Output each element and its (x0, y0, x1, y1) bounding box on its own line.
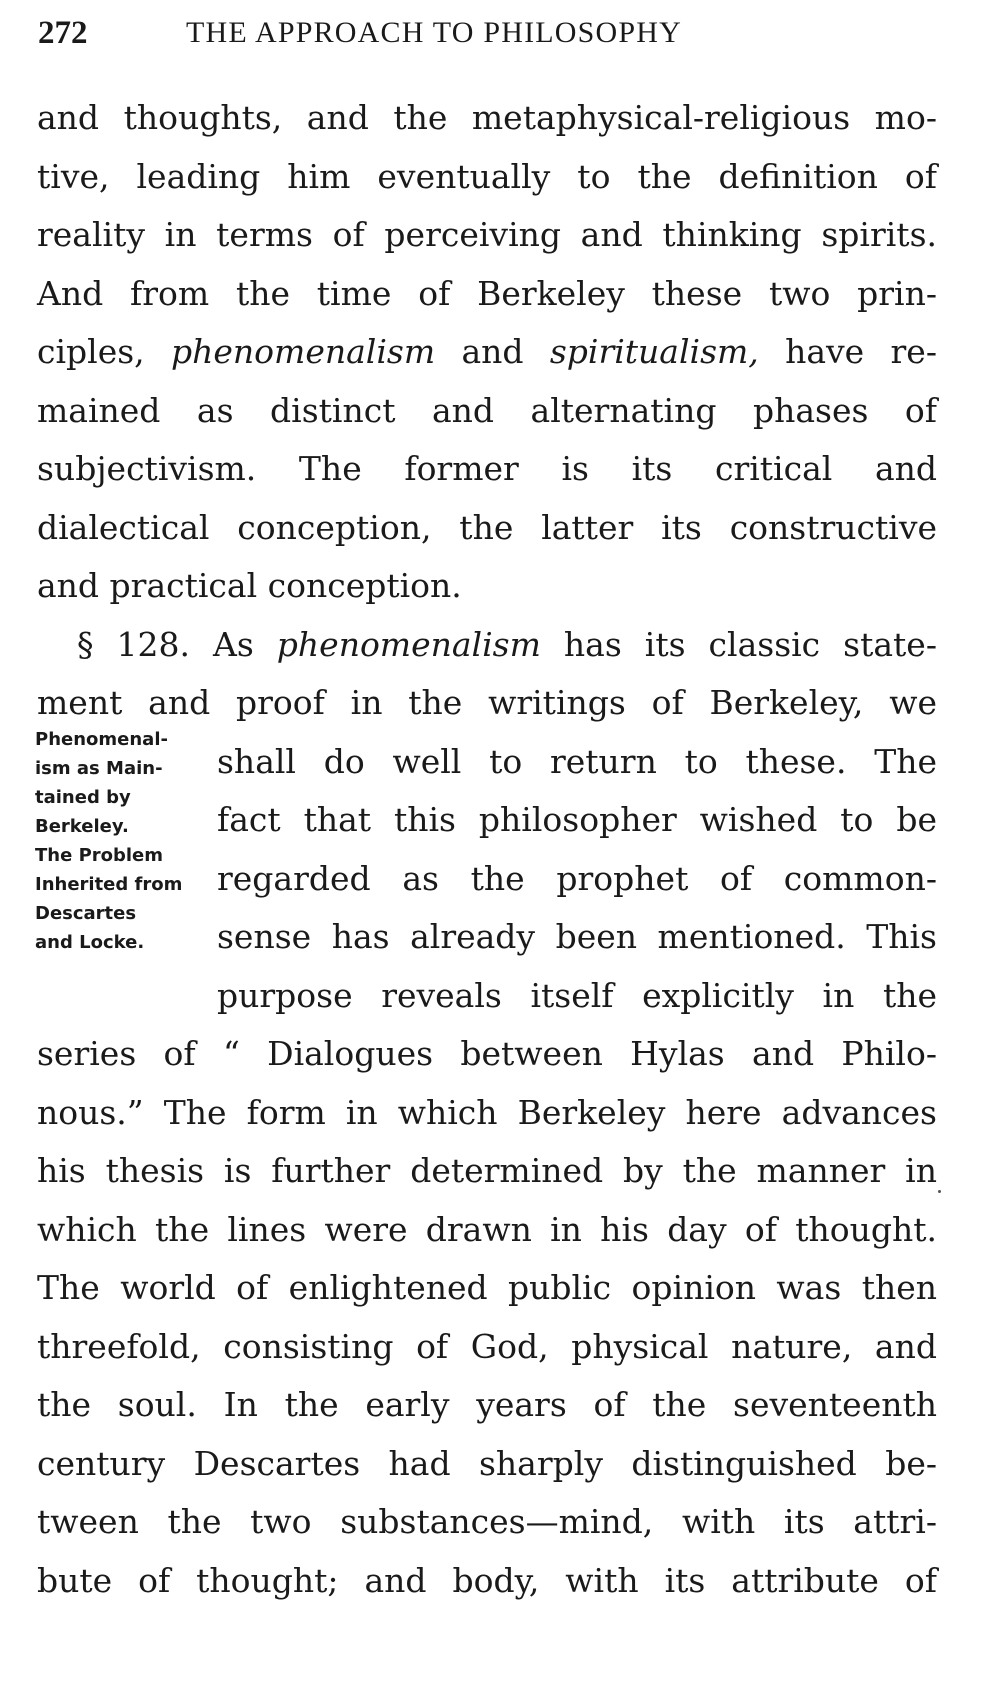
italic-term: phenomenalism (276, 624, 541, 664)
margin-note-line: ism as Main- (35, 758, 163, 779)
text-line: bute of thought; and body, with its attribute of (37, 1560, 937, 1600)
text-segment: ciples, (37, 332, 171, 371)
margin-note-line: tained by (35, 787, 131, 808)
text-line (37, 616, 937, 675)
text-line: which the lines were drawn in his day of thought. (37, 1209, 937, 1249)
text-segment: § 128. As (77, 624, 277, 664)
text-line: the soul. In the early years of the seventeenth (37, 1385, 937, 1424)
text-line: tive, leading him eventually to the definition of (37, 156, 937, 196)
text-line (37, 323, 937, 382)
text-line: shall do well to return to these. The (217, 741, 937, 781)
text-line: nous.” The form in which Berkeley here advances (37, 1092, 937, 1132)
running-head (38, 10, 938, 56)
text-line: and thoughts, and the metaphysical-religious mo- (37, 98, 937, 137)
text-line: series of “ Dialogues between Hylas and Philo- (37, 1034, 937, 1073)
text-line: fact that this philosopher wished to be (217, 800, 937, 839)
running-title: THE APPROACH TO PHILOSOPHY (186, 16, 683, 49)
page-number: 272 (38, 15, 88, 51)
text-line: sense has already been mentioned. This (217, 917, 937, 956)
text-line: dialectical conception, the latter its constructive (37, 507, 937, 547)
text-segment: have re- (758, 332, 937, 371)
margin-note (35, 725, 215, 957)
text-line: his thesis is further determined by the manner in (37, 1151, 937, 1190)
italic-term: spiritualism, (549, 332, 759, 371)
margin-note-line: Berkeley. (35, 816, 129, 837)
text-line: and practical conception. (37, 566, 462, 605)
text-line: The world of enlightened public opinion was then (37, 1268, 937, 1307)
text-line: ment and proof in the writings of Berkeley, we (37, 683, 937, 722)
margin-note-line: Descartes (35, 903, 137, 924)
text-line: threefold, consisting of God, physical nature, and (37, 1326, 937, 1366)
text-line: purpose reveals itself explicitly in the (217, 975, 937, 1015)
margin-note-line: Inherited from (35, 874, 183, 895)
text-line: reality in terms of perceiving and thinking spirits. (37, 215, 937, 254)
margin-note-line: and Locke. (35, 932, 145, 953)
text-line: tween the two substances—mind, with its attri- (37, 1502, 937, 1541)
text-segment: has its classic state- (540, 624, 937, 664)
text-line: subjectivism. The former is its critical and (37, 449, 937, 488)
margin-note-line: Phenomenal- (35, 729, 168, 750)
text-line: century Descartes had sharply distinguished be- (37, 1443, 937, 1483)
text-line: mained as distinct and alternating phases of (37, 390, 937, 430)
margin-note-line: The Problem (35, 845, 164, 866)
print-speck (938, 1190, 941, 1193)
italic-term: phenomenalism (171, 332, 436, 371)
text-line: regarded as the prophet of common- (217, 858, 937, 898)
text-line: And from the time of Berkeley these two prin- (37, 273, 937, 313)
text-segment: and (435, 332, 550, 371)
